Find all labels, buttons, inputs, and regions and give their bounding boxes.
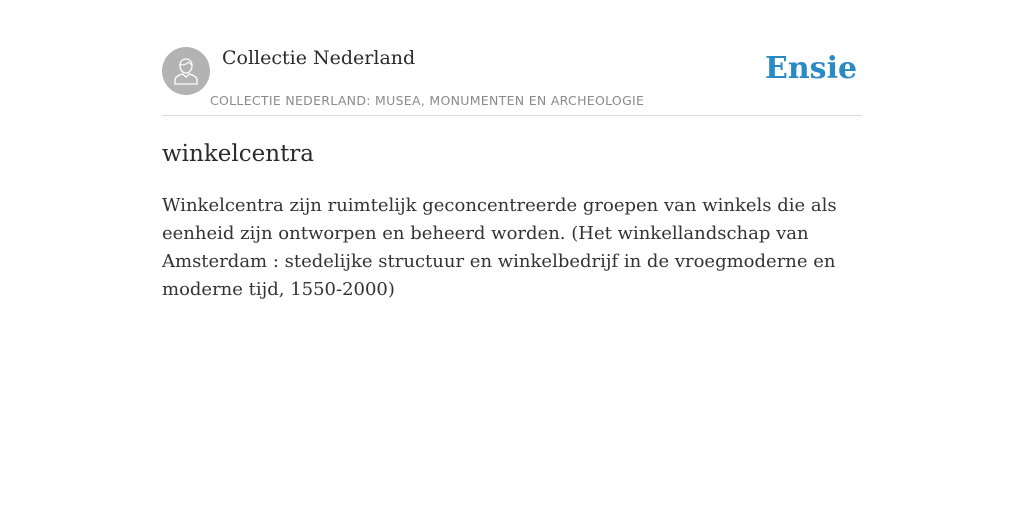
author-subtitle: COLLECTIE NEDERLAND: MUSEA, MONUMENTEN EN ARCHEOLOGIE [210, 93, 645, 108]
definition-line: Winkelcentra zijn ruimtelijk geconcentreerde groepen van winkels die als [162, 195, 837, 216]
ensie-logo[interactable]: Ensie [765, 51, 858, 86]
definition-text [162, 192, 842, 304]
definition-line: moderne tijd, 1550-2000) [162, 279, 395, 300]
definition-line: eenheid zijn ontworpen en beheerd worden. (Het winkellandschap van [162, 223, 809, 244]
header-divider [162, 115, 862, 116]
author-name[interactable]: Collectie Nederland [222, 47, 416, 69]
definition-line: Amsterdam : stedelijke structuur en winkelbedrijf in de vroegmoderne en [162, 251, 836, 272]
avatar[interactable] [162, 47, 210, 95]
page-title: winkelcentra [162, 141, 315, 167]
user-icon [172, 56, 200, 86]
